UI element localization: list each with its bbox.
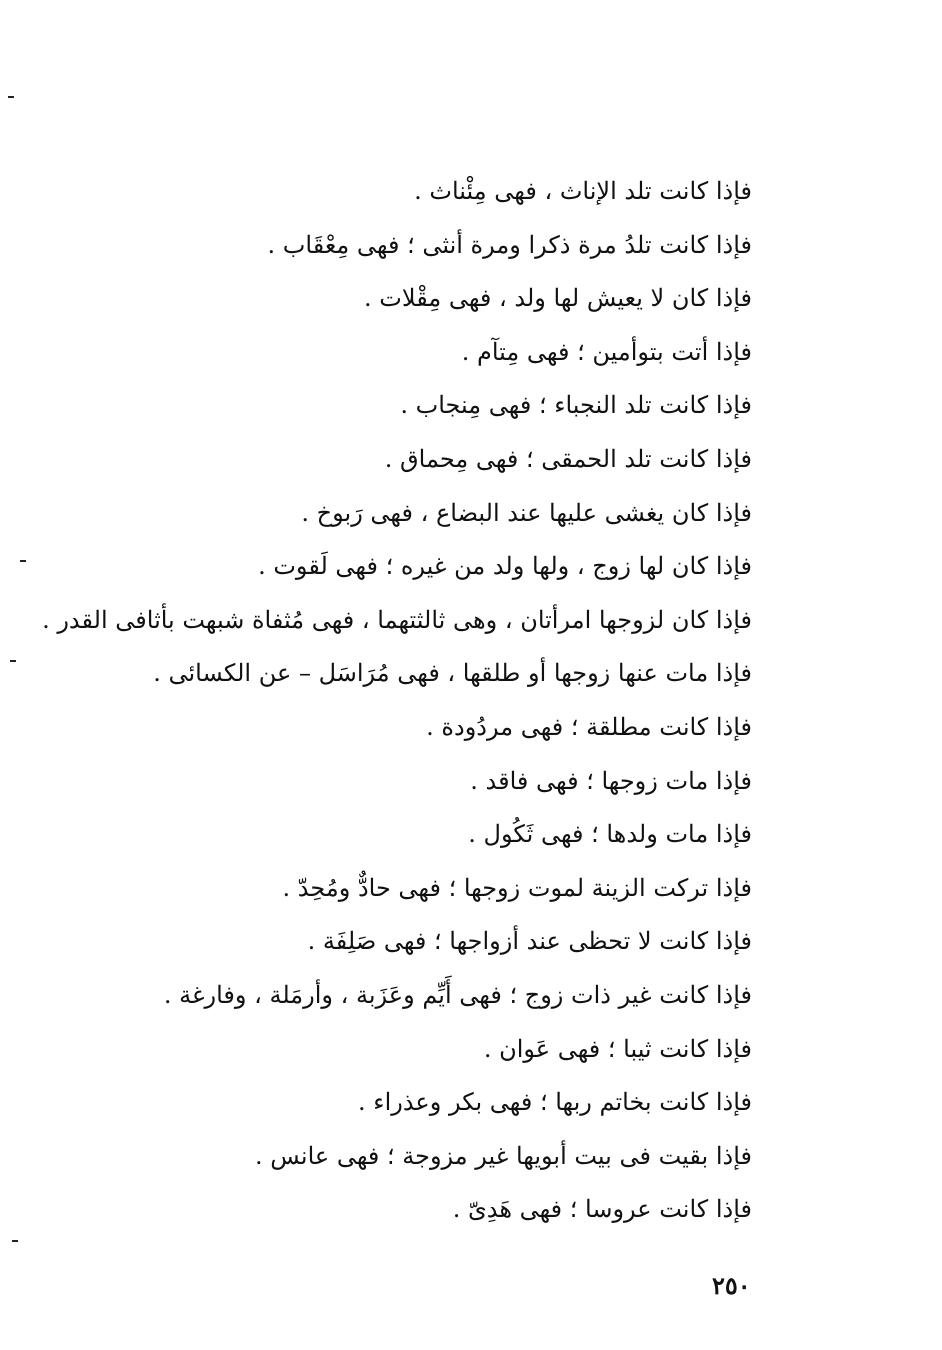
text-line: فإذا كان لزوجها امرأتان ، وهى ثالثتهما ، فهى مُثفاة شبهت بأثافى القدر .: [42, 605, 752, 634]
scan-margin-mark: [8, 96, 14, 98]
text-line: فإذا كانت غير ذات زوج ؛ فهى أَيِّم وعَزَبة ، وأرمَلة ، وفارغة .: [163, 980, 752, 1009]
text-line: فإذا كان لا يعيش لها ولد ، فهى مِقْلات .: [364, 284, 752, 313]
text-line: فإذا كانت تلد النجباء ؛ فهى مِنجاب .: [400, 391, 752, 420]
text-line: فإذا مات ولدها ؛ فهى ثَكُول .: [468, 820, 752, 849]
text-line: فإذا بقيت فى بيت أبويها غير مزوجة ؛ فهى عانس .: [255, 1141, 752, 1170]
text-line: فإذا كانت تلد الإناث ، فهى مِئْناث .: [414, 177, 752, 205]
body-text: [42, 165, 752, 1237]
text-line: فإذا كانت بخاتم ربها ؛ فهى بكر وعذراء .: [358, 1088, 752, 1117]
text-line: فإذا كان يغشى عليها عند البضاع ، فهى رَبوخ .: [301, 498, 752, 527]
text-line: فإذا كانت ثيبا ؛ فهى عَوان .: [483, 1034, 752, 1063]
text-line: فإذا كانت تلد الحمقى ؛ فهى مِحماق .: [384, 444, 752, 473]
text-line: فإذا كانت مطلقة ؛ فهى مردُودة .: [426, 712, 752, 741]
scan-margin-mark: [20, 560, 26, 562]
text-line: فإذا كانت لا تحظى عند أزواجها ؛ فهى صَلِفَة .: [307, 927, 752, 956]
text-line: فإذا أتت بتوأمين ؛ فهى مِتآم .: [461, 337, 752, 366]
text-line: فإذا مات عنها زوجها أو طلقها ، فهى مُرَاسَل – عن الكسائى .: [153, 659, 752, 688]
scan-margin-mark: [12, 1240, 18, 1242]
text-line: فإذا كانت عروسا ؛ فهى هَدِىّ .: [452, 1195, 752, 1224]
text-line: فإذا مات زوجها ؛ فهى فاقد .: [470, 766, 752, 795]
scan-margin-mark: [10, 660, 16, 662]
text-line: فإذا كانت تلدُ مرة ذكرا ومرة أنثى ؛ فهى مِعْقَاب .: [267, 230, 752, 259]
text-line: فإذا تركت الزينة لموت زوجها ؛ فهى حادٌّ ومُحِدّ .: [282, 873, 752, 902]
page-number: ٢٥٠: [712, 1271, 751, 1300]
text-line: فإذا كان لها زوج ، ولها ولد من غيره ؛ فهى لَقوت .: [258, 552, 752, 581]
